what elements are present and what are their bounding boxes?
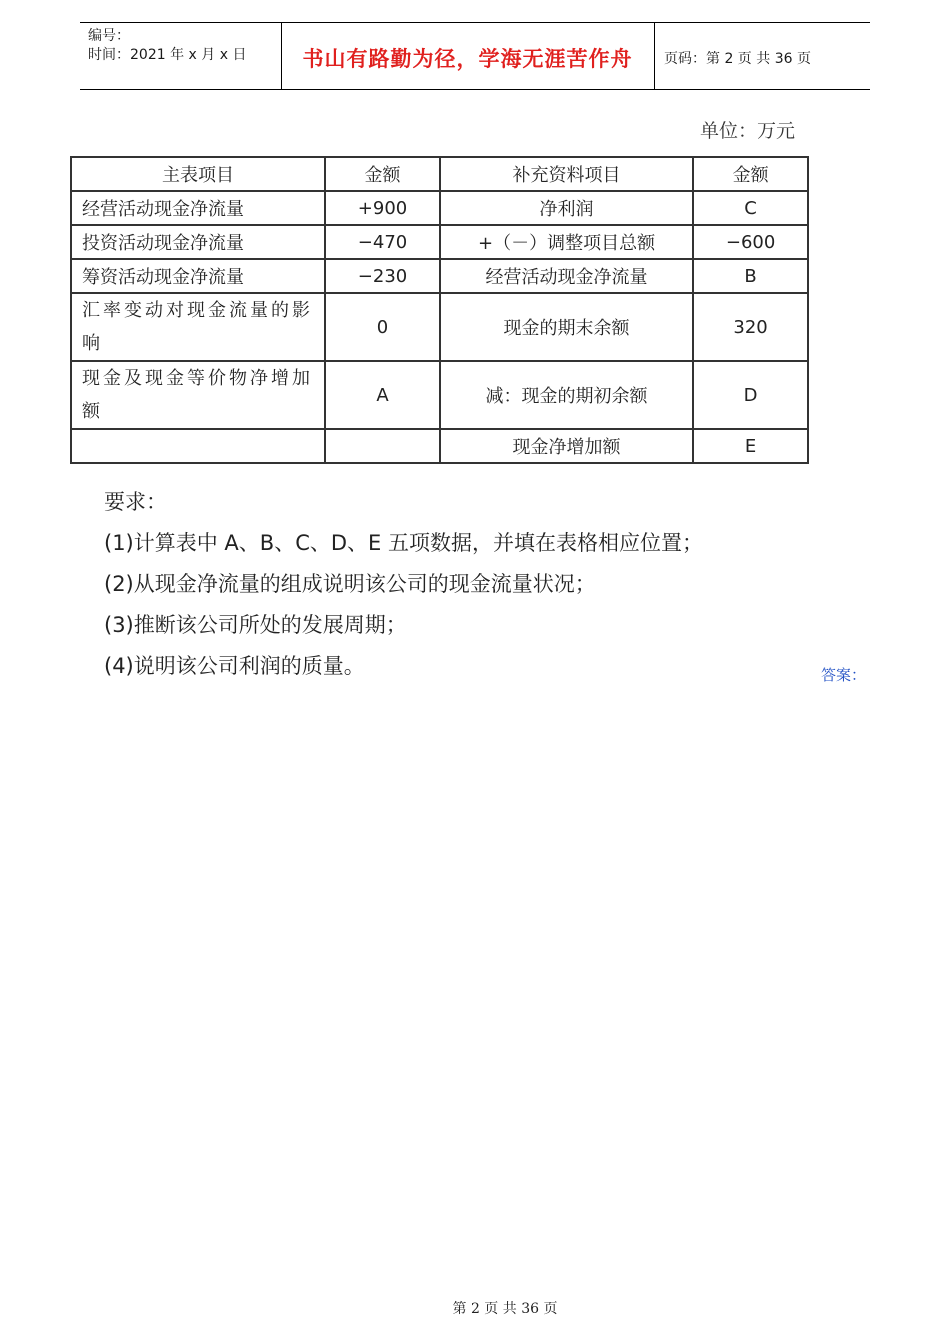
table-cell: B	[693, 259, 808, 293]
header-page-info: 页码：第 2 页 共 36 页	[664, 51, 811, 67]
requirement-item: (3)推断该公司所处的发展周期；	[104, 613, 407, 637]
table-cell: 现金净增加额	[440, 429, 693, 463]
header-motto: 书山有路勤为径，学海无涯苦作舟	[302, 47, 633, 71]
table-header-cell: 主表项目	[71, 157, 325, 191]
table-cell: E	[693, 429, 808, 463]
table-cell: 现金的期末余额	[440, 293, 693, 361]
requirement-item: (1)计算表中 A、B、C、D、E 五项数据，并填在表格相应位置；	[104, 531, 703, 555]
table-cell: +（－）调整项目总额	[440, 225, 693, 259]
requirement-item: (4)说明该公司利润的质量。	[104, 654, 365, 678]
table-cell	[71, 429, 325, 463]
table-cell: −230	[325, 259, 440, 293]
requirements	[104, 482, 703, 687]
table-cell: +900	[325, 191, 440, 225]
table-header-cell: 金额	[693, 157, 808, 191]
table-cell: −600	[693, 225, 808, 259]
table-cell: D	[693, 361, 808, 429]
number-label: 编号：	[88, 28, 130, 44]
table-row	[71, 259, 808, 293]
table-cell: 经营活动现金净流量	[440, 259, 693, 293]
table-row	[71, 225, 808, 259]
table-cell: 现金及现金等价物净增加额	[71, 361, 325, 429]
table-header-cell: 金额	[325, 157, 440, 191]
table-row	[71, 361, 808, 429]
page-header	[80, 22, 870, 90]
table-cell: 净利润	[440, 191, 693, 225]
table-cell: 320	[693, 293, 808, 361]
table-cell: −470	[325, 225, 440, 259]
table-row	[71, 293, 808, 361]
cash-flow-table	[70, 156, 809, 464]
table-cell: 汇率变动对现金流量的影响	[71, 293, 325, 361]
table-cell: C	[693, 191, 808, 225]
table-header-row	[71, 157, 808, 191]
table-cell: A	[325, 361, 440, 429]
table-cell	[325, 429, 440, 463]
header-divider	[654, 23, 655, 90]
table-row	[71, 429, 808, 463]
table-header-cell: 补充资料项目	[440, 157, 693, 191]
header-meta	[88, 27, 246, 65]
requirements-title: 要求：	[104, 490, 167, 514]
table-cell: 减：现金的期初余额	[440, 361, 693, 429]
page-footer: 第 2 页 共 36 页	[452, 1301, 558, 1317]
table-cell: 经营活动现金净流量	[71, 191, 325, 225]
table-cell: 投资活动现金净流量	[71, 225, 325, 259]
answer-label: 答案：	[821, 666, 867, 684]
table-cell: 0	[325, 293, 440, 361]
table-row	[71, 191, 808, 225]
unit-label: 单位：万元	[700, 120, 796, 142]
requirement-item: (2)从现金净流量的组成说明该公司的现金流量状况；	[104, 572, 596, 596]
table-cell: 筹资活动现金净流量	[71, 259, 325, 293]
time-label: 时间：2021 年 x 月 x 日	[88, 47, 247, 63]
